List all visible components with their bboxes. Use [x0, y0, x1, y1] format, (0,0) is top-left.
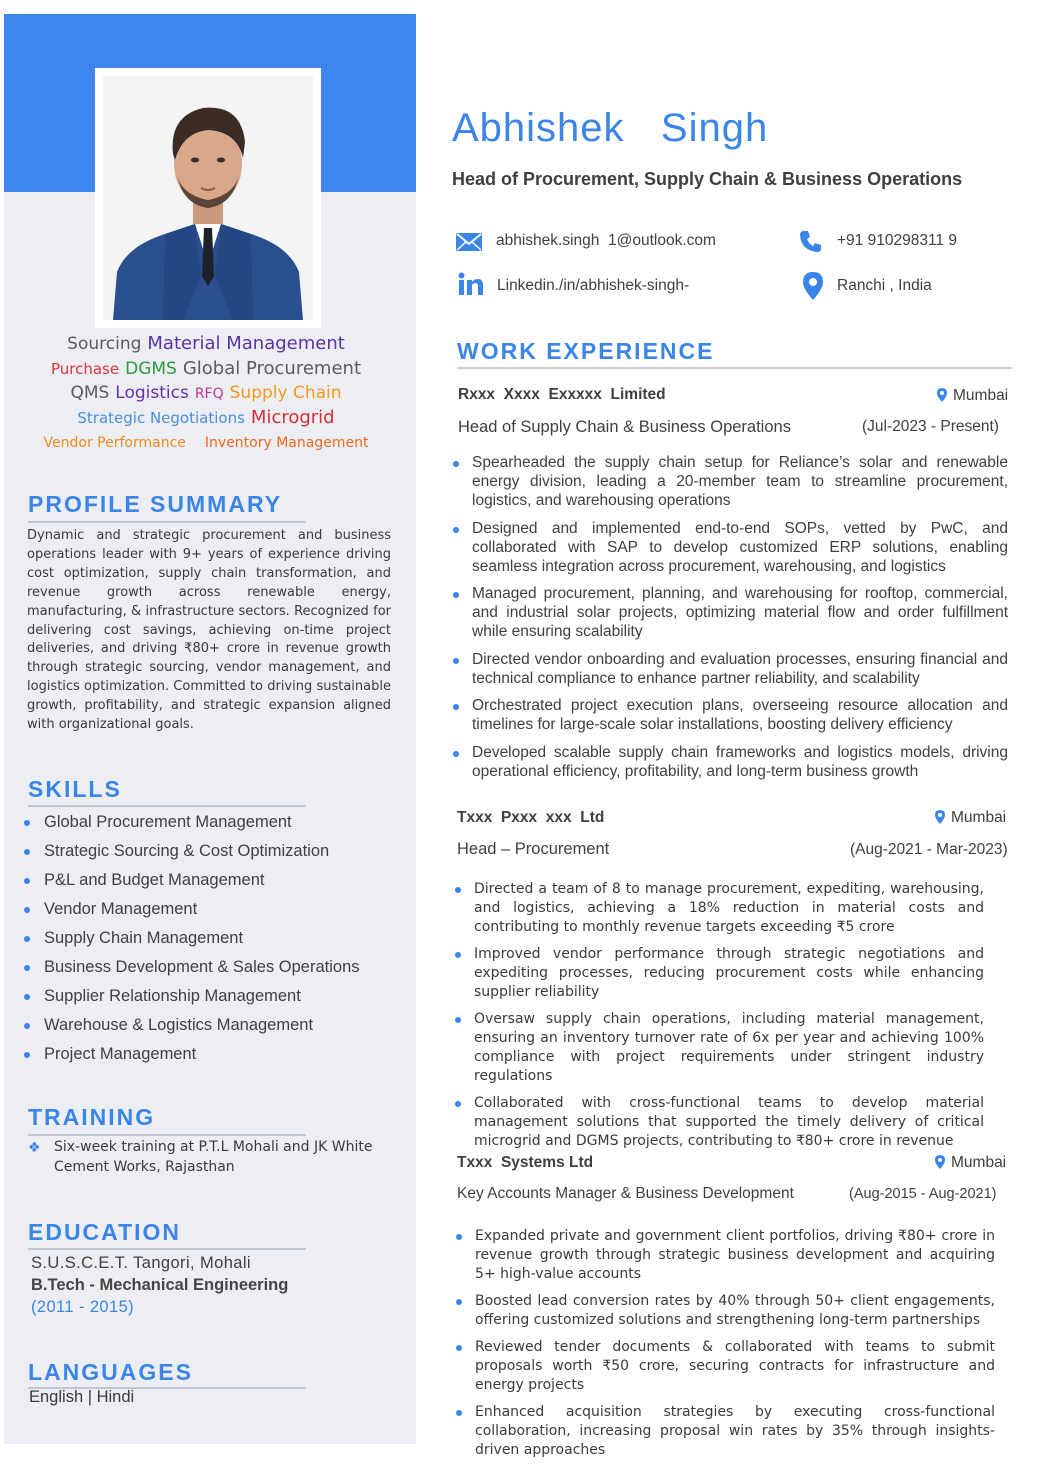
divider — [28, 1248, 306, 1250]
divider — [28, 521, 306, 523]
job-bullet-text: Orchestrated project execution plans, overseeing resource allocation and timelines for large-scale solar installations, boosting delivery efficiency — [472, 697, 1008, 733]
skill-item — [24, 866, 360, 895]
bullet-dot — [453, 751, 459, 757]
candidate-headline: Head of Procurement, Supply Chain & Business Operations — [452, 169, 963, 189]
keyword: RFQ — [194, 386, 224, 402]
keyword: Logistics — [115, 383, 189, 403]
job-bullet — [475, 1403, 995, 1460]
bullet-dot — [456, 1345, 462, 1351]
job-location — [937, 387, 1008, 405]
keyword-line — [20, 333, 392, 354]
education-years: (2011 - 2015) — [31, 1298, 135, 1316]
skill-item — [24, 895, 360, 924]
job-bullet — [475, 1227, 995, 1284]
keyword: Global Procurement — [182, 358, 361, 379]
bullet-dot — [455, 1101, 461, 1107]
location-pin-icon — [803, 272, 823, 300]
bullet-dot — [453, 527, 459, 533]
bullet-dot — [453, 704, 459, 710]
job-bullet-text: Reviewed tender documents & collaborated with teams to submit proposals worth ₹50 crore, securing contracts for infrastructure and energy projects — [475, 1339, 995, 1393]
keyword: Microgrid — [250, 407, 335, 428]
job-bullet-text: Oversaw supply chain operations, including material management, ensuring an inventory turnover rate of 6x per year and achieving 100% compliance with project requirements under stringent industry regulations — [474, 1011, 984, 1084]
bullet-dot — [24, 1023, 30, 1029]
job-location-text: Mumbai — [951, 809, 1007, 826]
profile-summary-heading: PROFILE SUMMARY — [28, 491, 283, 517]
job-company: Txxx Systems Ltd — [457, 1154, 594, 1171]
phone-icon — [799, 229, 823, 253]
bullet-dot — [455, 887, 461, 893]
bullet-dot — [456, 1299, 462, 1305]
keyword: Sourcing — [67, 334, 142, 354]
location-text: Ranchi , India — [837, 277, 932, 294]
bullet-dot — [453, 658, 459, 664]
skill-label: Project Management — [44, 1045, 197, 1063]
job-location — [935, 809, 1006, 827]
job-bullet-text: Directed vendor onboarding and evaluation processes, ensuring financial and technical compliance to enhance partner reliability, and scalability — [472, 650, 1008, 687]
email-text[interactable]: abhishek.singh 1@outlook.com — [496, 232, 716, 249]
job-bullet — [475, 1292, 995, 1330]
job-dates: (Aug-2021 - Mar-2023) — [850, 841, 1008, 858]
job-title: Key Accounts Manager & Business Development — [457, 1185, 794, 1202]
job-bullets — [475, 1227, 995, 1468]
linkedin-text[interactable]: Linkedin./in/abhishek-singh- — [497, 277, 690, 294]
bullet-dot — [456, 1234, 462, 1240]
divider — [457, 367, 1012, 369]
skill-label: P&L and Budget Management — [44, 871, 265, 889]
keyword: Inventory Management — [204, 435, 369, 451]
keyword-line — [20, 383, 392, 403]
profile-summary-text: Dynamic and strategic procurement and business operations leader with 9+ years of experience driving cost optimization, supply chain transformation, and revenue growth across renewable energy, manufacturing, & infrastructure sectors. Recognized for delivering cost savings, achieving on-time project deliveries, and driving ₹80+ crore in revenue growth through strategic sourcing, vendor management, and logistics optimization. Committed to driving sustainable growth, profitability, and strategic expansion aligned with organizational goals. — [27, 528, 391, 733]
job-bullet-text: Boosted lead conversion rates by 40% through 50+ client engagements, offering customized solutions and strengthening long-term partnerships — [475, 1293, 995, 1328]
keyword: QMS — [70, 383, 110, 403]
languages-text: English | Hindi — [29, 1388, 135, 1406]
training-heading: TRAINING — [28, 1104, 156, 1130]
keyword: Material Management — [147, 333, 345, 354]
bullet-dot — [24, 936, 30, 942]
job-title: Head of Supply Chain & Business Operations — [458, 418, 791, 436]
diamond-bullet-icon: ❖ — [28, 1140, 41, 1156]
bullet-dot — [455, 952, 461, 958]
skill-item — [24, 953, 360, 982]
job-bullet — [472, 650, 1008, 688]
skill-item — [24, 1040, 360, 1069]
job-bullet-text: Managed procurement, planning, and warehousing for rooftop, commercial, and industrial solar projects, optimizing material flow and order fulfillment while ensuring scalability — [472, 585, 1008, 640]
job-bullet — [474, 1094, 984, 1151]
job-bullet — [475, 1338, 995, 1395]
bullet-dot — [24, 849, 30, 855]
job-bullet — [474, 880, 984, 937]
location-pin-icon — [937, 388, 947, 402]
skill-item — [24, 837, 360, 866]
keyword-line — [20, 432, 392, 451]
keyword-line — [20, 358, 392, 379]
job-bullet — [472, 519, 1008, 576]
job-dates: (Aug-2015 - Aug-2021) — [849, 1186, 997, 1202]
phone-text[interactable]: +91 910298311 9 — [837, 232, 957, 249]
location-pin-icon — [935, 810, 945, 824]
bullet-dot — [455, 1017, 461, 1023]
bullet-dot — [24, 994, 30, 1000]
bullet-dot — [24, 965, 30, 971]
education-school: S.U.S.C.E.T. Tangori, Mohali — [31, 1254, 251, 1272]
skill-label: Supply Chain Management — [44, 929, 244, 947]
job-bullet — [472, 696, 1008, 734]
training-item — [26, 1138, 386, 1177]
profile-photo — [95, 68, 321, 328]
skill-label: Vendor Management — [44, 900, 198, 918]
keyword-line — [20, 407, 392, 428]
job-title: Head – Procurement — [457, 840, 610, 858]
avatar-illustration — [103, 76, 313, 320]
skill-item — [24, 1011, 360, 1040]
candidate-name: Abhishek Singh — [452, 106, 769, 150]
job-bullet-text: Collaborated with cross-functional teams to develop material management solutions that supported the timely delivery of critical microgrid and DGMS projects, contributing to ₹80+ crore in revenue — [474, 1095, 984, 1149]
keyword: DGMS — [125, 359, 177, 379]
education-degree: B.Tech - Mechanical Engineering — [31, 1276, 289, 1294]
keyword: Vendor Performance — [43, 435, 186, 451]
skill-label: Supplier Relationship Management — [44, 987, 301, 1005]
keyword-cloud — [20, 333, 392, 455]
job-location-text: Mumbai — [951, 1154, 1007, 1171]
linkedin-icon — [458, 272, 484, 296]
divider — [28, 1134, 306, 1136]
job-bullet-text: Improved vendor performance through strategic negotiations and expediting processes, reducing procurement costs while enhancing supplier reliability — [474, 946, 984, 1000]
job-location — [935, 1154, 1006, 1172]
skill-item — [24, 808, 360, 837]
job-bullet — [472, 453, 1008, 510]
training-text: Six-week training at P.T.L Mohali and JK White Cement Works, Rajasthan — [54, 1139, 373, 1175]
skill-label: Business Development & Sales Operations — [44, 958, 360, 976]
bullet-dot — [453, 592, 459, 598]
skill-label: Global Procurement Management — [44, 813, 292, 831]
job-bullet-text: Designed and implemented end-to-end SOPs, vetted by PwC, and collaborated with SAP to develop customized ERP solutions, enabling seamless integration across procurement, warehousing, and logistics — [472, 519, 1008, 575]
education-heading: EDUCATION — [28, 1219, 182, 1245]
keyword: Purchase — [50, 360, 120, 378]
work-experience-heading: WORK EXPERIENCE — [457, 338, 715, 364]
job-bullet-text: Spearheaded the supply chain setup for Reliance’s solar and renewable energy division, leading a 20-member team to streamline procurement, logistics, and warehousing operations — [472, 454, 1008, 509]
bullet-dot — [24, 907, 30, 913]
job-company: Rxxx Xxxx Exxxxx Limited — [458, 386, 666, 403]
job-bullet-text: Directed a team of 8 to manage procurement, expediting, warehousing, and logistics, achieving a 18% reduction in material costs and contributing to monthly revenue targets exceeding ₹5 crore — [474, 881, 984, 935]
keyword: Strategic Negotiations — [77, 409, 245, 427]
skill-item — [24, 982, 360, 1011]
skills-heading: SKILLS — [28, 776, 122, 802]
bullet-dot — [24, 878, 30, 884]
job-bullet — [472, 743, 1008, 781]
divider — [28, 805, 306, 807]
skills-list — [24, 808, 360, 1069]
bullet-dot — [453, 461, 459, 467]
job-bullet-text: Expanded private and government client portfolios, driving ₹80+ crore in revenue growth through strategic business development and acquiring 5+ high-value accounts — [475, 1228, 995, 1282]
job-bullet-text: Enhanced acquisition strategies by executing cross-functional collaboration, increasing proposal win rates by 35% through insights-driven approaches — [475, 1404, 995, 1458]
bullet-dot — [24, 820, 30, 826]
bullet-dot — [24, 1052, 30, 1058]
languages-heading: LANGUAGES — [28, 1359, 193, 1385]
skill-label: Warehouse & Logistics Management — [44, 1016, 314, 1034]
job-company: Txxx Pxxx xxx Ltd — [457, 809, 605, 826]
job-bullet — [474, 945, 984, 1002]
job-bullet — [474, 1010, 984, 1086]
job-bullet-text: Developed scalable supply chain frameworks and logistics models, driving operational efficiency, profitability, and long-term business growth — [472, 743, 1008, 780]
location-pin-icon — [935, 1155, 945, 1169]
job-location-text: Mumbai — [953, 387, 1009, 404]
job-bullet — [472, 584, 1008, 641]
keyword: Supply Chain — [229, 383, 342, 403]
bullet-dot — [456, 1410, 462, 1416]
email-icon — [456, 233, 482, 251]
job-dates: (Jul-2023 - Present) — [862, 418, 999, 435]
job-bullets — [474, 880, 984, 1159]
job-bullets — [472, 453, 1008, 789]
skill-item — [24, 924, 360, 953]
skill-label: Strategic Sourcing & Cost Optimization — [44, 842, 330, 860]
